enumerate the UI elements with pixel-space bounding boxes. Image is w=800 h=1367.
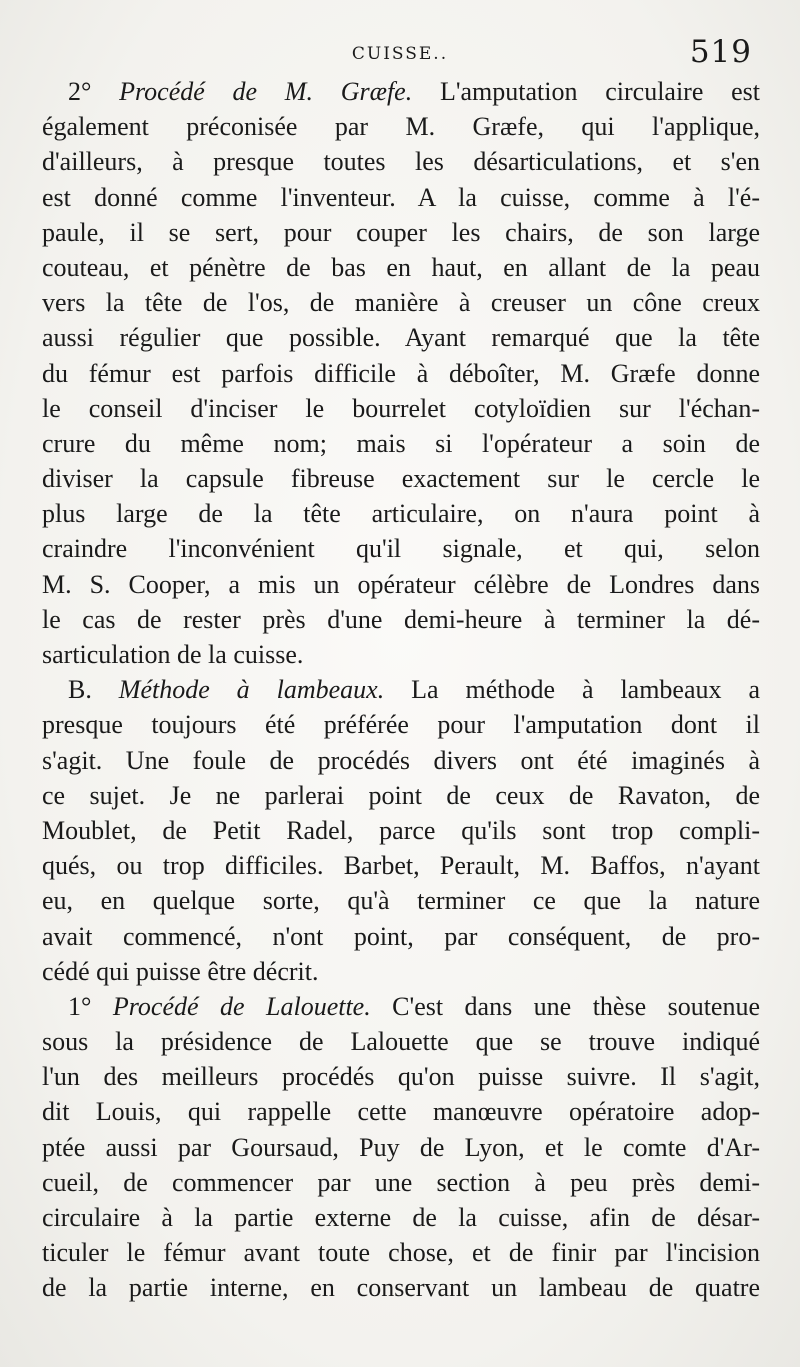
text-segment: d'ailleurs, à presque toutes les désarticulations, et s'en [42, 147, 760, 177]
text-segment: plus large de la tête articulaire, on n'aura point à [42, 499, 760, 529]
text-line [42, 637, 760, 672]
text-line [42, 1165, 760, 1200]
text-segment: circulaire à la partie externe de la cuisse, afin de désar- [42, 1203, 760, 1232]
text-line [42, 215, 760, 250]
text-line [42, 1059, 760, 1094]
text-segment: vers la tête de l'os, de manière à creuser un cône creux [42, 288, 760, 318]
text-segment: est donné comme l'inventeur. A la cuisse, comme à l'é- [42, 182, 760, 212]
text-segment: crure du même nom; mais si l'opérateur a soin de [42, 428, 760, 458]
text-segment: ce sujet. Je ne parlerai point de ceux de Ravaton, de [42, 780, 760, 810]
text-line [42, 954, 760, 989]
text-line [42, 461, 760, 496]
text-line [42, 848, 760, 883]
text-segment: M. S. Cooper, a mis un opérateur célèbre de Londres dans [42, 569, 760, 599]
text-line [42, 144, 760, 179]
text-line [42, 567, 760, 602]
text-line [42, 426, 760, 461]
text-line [42, 707, 760, 742]
text-segment: eu, en quelque sorte, qu'à terminer ce que la nature [42, 886, 760, 916]
text-segment: B. [68, 675, 119, 705]
text-segment: L'amputation circulaire est [412, 77, 760, 106]
text-segment: cédé qui puisse être décrit. [42, 956, 319, 986]
text-line [42, 496, 760, 531]
text-segment: C'est dans une thèse soutenue [370, 991, 760, 1021]
body-text [40, 74, 760, 1306]
page-header [40, 28, 760, 74]
text-segment: aussi régulier que possible. Ayant remarqué que la tête [42, 323, 760, 353]
text-segment: 2° [68, 77, 120, 106]
text-line [42, 1200, 760, 1235]
text-segment: couteau, et pénètre de bas en haut, en allant de la peau [42, 252, 760, 282]
text-segment: La méthode à lambeaux a [384, 675, 760, 705]
text-segment: également préconisée par M. Græfe, qui l'applique, [42, 112, 760, 142]
text-segment: craindre l'inconvénient qu'il signale, et qui, selon [42, 534, 760, 564]
text-line [42, 1130, 760, 1165]
page-number: 519 [689, 34, 752, 70]
text-line [42, 919, 760, 954]
text-line [42, 356, 760, 391]
text-segment: avait commencé, n'ont point, par conséquent, de pro- [42, 921, 760, 951]
text-segment: Moublet, de Petit Radel, parce qu'ils sont trop compli- [42, 815, 760, 845]
text-line [42, 285, 760, 320]
text-segment: s'agit. Une foule de procédés divers ont été imaginés à [42, 745, 760, 775]
text-line [42, 602, 760, 637]
text-segment: le cas de rester près d'une demi-heure à terminer la dé- [42, 604, 760, 634]
text-line [42, 109, 760, 144]
text-line [42, 74, 760, 109]
text-line [42, 1024, 760, 1059]
text-segment: qués, ou trop difficiles. Barbet, Perault, M. Baffos, n'ayant [42, 851, 760, 881]
text-segment: l'un des meilleurs procédés qu'on puisse suivre. Il s'agit, [42, 1062, 760, 1092]
text-line [42, 1270, 760, 1305]
text-segment: ticuler le fémur avant toute chose, et de finir par l'incision [42, 1238, 760, 1268]
text-segment: diviser la capsule fibreuse exactement sur le cercle le [42, 464, 760, 494]
text-line [42, 672, 760, 707]
italic-heading: Procédé de Lalouette. [112, 991, 371, 1021]
text-segment: cueil, de commencer par une section à peu près demi- [42, 1167, 760, 1197]
text-segment: de la partie interne, en conservant un lambeau de quatre [42, 1273, 760, 1303]
text-line [42, 989, 760, 1024]
text-segment: sarticulation de la cuisse. [42, 640, 304, 669]
text-line [42, 531, 760, 566]
text-line [42, 1235, 760, 1270]
italic-heading: Méthode à lambeaux. [118, 675, 385, 705]
text-segment: le conseil d'inciser le bourrelet cotyloïdien sur l'échan- [42, 393, 760, 423]
text-segment: sous la présidence de Lalouette que se trouve indiqué [42, 1027, 760, 1057]
text-line [42, 813, 760, 848]
text-segment: paule, il se sert, pour couper les chairs, de son large [42, 217, 760, 247]
text-line [42, 180, 760, 215]
text-line [42, 320, 760, 355]
italic-heading: Procédé de M. Græfe. [119, 77, 413, 106]
text-line [42, 883, 760, 918]
text-segment: dit Louis, qui rappelle cette manœuvre opératoire adop- [42, 1097, 760, 1127]
running-head: CUISSE.. [351, 44, 449, 64]
text-line [42, 743, 760, 778]
text-line [42, 1094, 760, 1129]
text-line [42, 391, 760, 426]
text-segment: presque toujours été préférée pour l'amputation dont il [42, 710, 760, 740]
text-segment: ptée aussi par Goursaud, Puy de Lyon, et le comte d'Ar- [42, 1132, 760, 1162]
text-line [42, 250, 760, 285]
text-line [42, 778, 760, 813]
text-segment: 1° [68, 991, 113, 1021]
text-segment: du fémur est parfois difficile à déboîter, M. Græfe donne [42, 358, 760, 388]
